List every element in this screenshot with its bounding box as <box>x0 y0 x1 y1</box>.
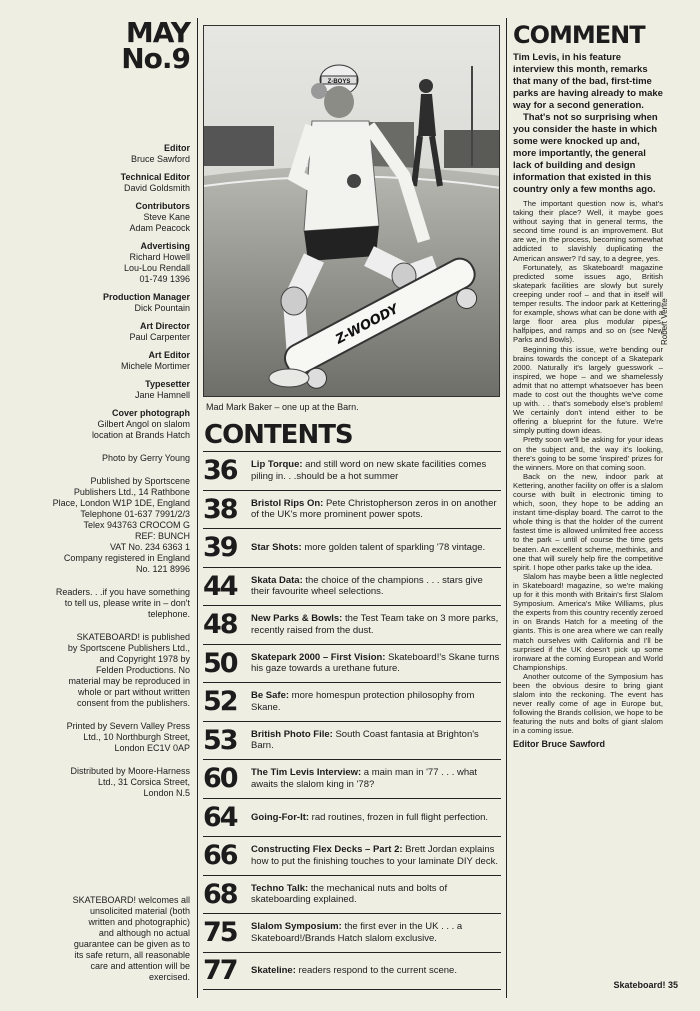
contents-page-number: 60 <box>203 763 237 795</box>
contents-item-text <box>251 652 501 675</box>
credit-role: Art Editor <box>148 350 190 360</box>
comment-body-paragraph: Pretty soon we'll be asking for your ideas on the subject and, the way it's looking, there's going to be some 'inspired' prizes for the winners. More on that coming soon. <box>513 435 663 472</box>
contents-item[interactable] <box>203 528 501 567</box>
skater-photo-illustration <box>204 26 500 397</box>
contents-page-number: 64 <box>203 801 237 833</box>
comment-column <box>513 22 663 749</box>
cover-photo <box>203 25 500 397</box>
contents-item-text <box>251 690 501 713</box>
contents-item-description: Skateboard!'s Skane turns his gaze towards a urethane future. <box>251 651 500 675</box>
comment-body-paragraph: Beginning this issue, we're bending our brains towards the concept of a Skatepark 2000. Naturally it's largely guesswork – inspired, we hope – and we shamelessly admit that no attempt whatsoever has been made to cost out the thoughts we've come up with. . . that's somebody else's problem! We certainly don't intend either to be offering a blueprint for the future. We're simply putting down ideas. <box>513 344 663 436</box>
credit-name: Richard Howell <box>129 252 190 262</box>
credit-entry <box>10 408 190 441</box>
comment-body-paragraph: Another outcome of the Symposium has been the obvious desire to bring giant slalom into the reckoning. The event has never really come of age in Europe but, following the Brands collision, we hope to be featuring the nuts and bolts of giant slalom in a coming issue. <box>513 671 663 736</box>
comment-body-paragraph: The important question now is, what's taking their place? Well, it maybe goes without saying that in general terms, the second time round is an improvement. But are we, in the process, becoming somewhat addicted to slavishly duplicating the American answer? I'd say, to a degree, yes. <box>513 199 663 263</box>
comment-heading: COMMENT <box>513 21 645 49</box>
contents-item-description: the choice of the champions . . . stars give their favourite wheel selections. <box>251 574 483 598</box>
credit-name: Lou-Lou Rendall <box>123 263 190 273</box>
contents-item-title: Going-For-It: <box>251 811 310 823</box>
contents-page-number: 75 <box>203 917 237 949</box>
copyright-note: SKATEBOARD! is published by Sportscene Publishers Ltd., and Copyright 1978 by Felden Productions. No material may be reproduced in whole or part without written consent from the publishers. <box>67 632 190 708</box>
contents-item-title: Skatepark 2000 – First Vision: <box>251 651 386 663</box>
column-divider <box>197 18 198 998</box>
comment-signoff: Editor Bruce Sawford <box>513 738 606 749</box>
contents-item-text <box>251 921 501 944</box>
issue-month: MAY <box>125 16 190 49</box>
helmet-logo: Z-BOYS <box>327 79 351 85</box>
comment-body-paragraph: Slalom has maybe been a little neglected in Skateboard! magazine, so we're making up for it this month with Britain's first Slalom Symposium. America's Mike Williams, plus the experts from this country recently zeroed in on Brands Hatch for a meeting of the giants. This is one area where we can really match ourselves with California and I'll be surprised if the UK doesn't pick up some ironware at the coming European and World Championships. <box>513 571 663 672</box>
contents-item-text <box>251 729 501 752</box>
contents-item-description: South Coast fantasia at Brighton's Barn. <box>251 728 479 752</box>
comment-body <box>513 199 663 736</box>
credit-name: David Goldsmith <box>123 183 190 193</box>
credit-role: Typesetter <box>145 379 190 389</box>
contents-page-number: 36 <box>203 455 237 487</box>
comment-lead <box>513 52 663 196</box>
contents-page-number: 48 <box>203 609 237 641</box>
contents-item-text <box>251 767 501 790</box>
footer-page-number: 35 <box>667 980 678 990</box>
column-divider <box>506 18 507 998</box>
credits-list <box>10 143 190 441</box>
credit-entry <box>10 379 190 401</box>
contents-item-description: Pete Christopherson zeros in on another of the UK's more prominent power spots. <box>251 497 497 521</box>
contents-item[interactable] <box>203 952 501 991</box>
photo-caption: Mad Mark Baker – one up at the Barn. <box>206 402 359 412</box>
contents-item-text <box>251 965 457 977</box>
contents-item-title: Constructing Flex Decks – Part 2: <box>251 844 403 856</box>
contents-item-title: Skata Data: <box>251 574 303 586</box>
contents-item-text <box>251 459 501 482</box>
photo-by: Photo by Gerry Young <box>101 453 190 463</box>
comment-lead-paragraph: Tim Levis, in his feature interview this month, remarks that many of the bad, first-time parks are having already to make way for a second generation. <box>513 52 663 111</box>
credit-role: Contributors <box>135 201 190 211</box>
contents-item-description: Brett Jordan explains how to put the finishing touches to your laminate DIY deck. <box>251 844 498 867</box>
credit-role: Technical Editor <box>120 172 190 182</box>
contents-page-number: 39 <box>203 532 237 564</box>
contents-item-description: and still word on new skate facilities comes piling in. . .should be a hot summer <box>251 459 487 482</box>
contents-item-description: more homespun protection philosophy from Skane. <box>251 690 475 713</box>
contents-page-number: 66 <box>203 840 237 872</box>
footer-magazine: Skateboard! <box>613 980 666 990</box>
contents-item-title: British Photo File: <box>251 728 333 740</box>
contents-page-number: 53 <box>203 724 237 756</box>
contents-item-description: more golden talent of sparkling '78 vintage. <box>301 542 486 553</box>
contents-item-text <box>251 844 501 867</box>
contents-item[interactable] <box>203 451 501 490</box>
credit-entry <box>10 172 190 194</box>
contents-item-text <box>251 812 488 824</box>
contents-item[interactable] <box>203 875 501 914</box>
credit-role: Editor <box>164 143 190 153</box>
contents-page-number: 77 <box>203 955 237 987</box>
credit-role: Advertising <box>140 241 190 251</box>
credit-name: Michele Mortimer <box>120 361 190 371</box>
printer-note: Printed by Severn Valley Press Ltd., 10 Northburgh Street, London EC1V 0AP <box>66 721 190 753</box>
credit-name: location at Brands Hatch <box>91 430 190 440</box>
contents-item-title: The Tim Levis Interview: <box>251 767 362 779</box>
contents-item[interactable] <box>203 490 501 529</box>
contents-item[interactable] <box>203 913 501 952</box>
contents-item-title: Bristol Rips On: <box>251 497 324 509</box>
contents-item-text <box>251 542 485 554</box>
readers-note: Readers. . .if you have something to tell us, please write in – don't telephone. <box>55 587 190 619</box>
contents-item-title: Be Safe: <box>251 690 290 702</box>
credit-name: 01-749 1396 <box>139 274 190 284</box>
contents-item-description: the Test Team take on 3 more parks, recently raised from the dust. <box>251 613 499 636</box>
contents-item[interactable] <box>203 567 501 606</box>
contents-item[interactable] <box>203 605 501 644</box>
contents-page-number: 68 <box>203 878 237 910</box>
credit-name: Bruce Sawford <box>130 154 190 164</box>
contents-item-title: Slalom Symposium: <box>251 921 342 933</box>
distributor-note: Distributed by Moore-Harness Ltd., 31 Corsica Street, London N.5 <box>70 766 190 798</box>
credit-name: Dick Pountain <box>134 303 190 313</box>
credit-entry <box>10 321 190 343</box>
contents-item-description: readers respond to the current scene. <box>295 965 457 976</box>
contents-item-text <box>251 498 501 521</box>
credit-name: Jane Hamnell <box>134 390 190 400</box>
photo-credit: Robert Vente <box>660 298 669 345</box>
contents-item[interactable] <box>203 644 501 683</box>
contents-item-title: Techno Talk: <box>251 882 309 894</box>
contents-item-title: New Parks & Bowls: <box>251 613 343 625</box>
page-footer <box>613 980 678 990</box>
contents-item-description: the first ever in the UK . . . a Skateboard!/Brands Hatch slalom exclusive. <box>251 921 463 944</box>
contents-item-description: a main man in '77 . . . what awaits the slalom king in '78? <box>251 767 478 790</box>
credit-entry <box>10 350 190 372</box>
contents-item-title: Lip Torque: <box>251 459 303 471</box>
credit-entry <box>10 143 190 165</box>
credit-role: Cover photograph <box>112 408 190 418</box>
credit-name: Paul Carpenter <box>129 332 190 342</box>
contents-item-text <box>251 613 501 636</box>
publisher-info: Published by Sportscene Publishers Ltd., 14 Rathbone Place, London W1P 1DE, England Telephone 01-637 7991/2/3 Telex 943763 CROCOM G REF: BUNCH VAT No. 234 6363 1 Company registered in England No. 121 8996 <box>52 476 190 574</box>
credit-entry <box>10 241 190 285</box>
comment-lead-paragraph: That's not so surprising when you consider the haste in which some were knocked up and, more importantly, the general lack of building and design information that existed in this country only a few months ago. <box>513 112 658 195</box>
comment-body-paragraph: Fortunately, as Skateboard! magazine predicted some issues ago, British skatepark facilities are slowly but surely creeping under roof – and that in itself will temper results. The indoor park at Kettering, for example, shows what can be done with a large floor area plus modular pipes, halfpipes, and ramps and so on (see New Parks and Bowls). <box>513 262 663 345</box>
masthead-column <box>10 16 190 983</box>
contents-heading: CONTENTS <box>204 420 353 450</box>
contents-item-title: Star Shots: <box>251 542 302 553</box>
issue-number: No.9 <box>121 42 190 75</box>
credit-role: Production Manager <box>102 292 190 302</box>
contents-page-number: 38 <box>203 493 237 525</box>
credit-name: Steve Kane <box>143 212 190 222</box>
contents-item[interactable] <box>203 682 501 721</box>
contents-item-description: the mechanical nuts and bolts of skateboarding explained. <box>251 882 448 906</box>
contents-item[interactable] <box>203 759 501 798</box>
contents-item-title: Skateline: <box>251 965 296 976</box>
contents-list <box>203 451 501 990</box>
contents-page-number: 52 <box>203 686 237 718</box>
contents-page-number: 44 <box>203 570 237 602</box>
credit-name: Gilbert Angol on slalom <box>97 419 190 429</box>
credit-name: Adam Peacock <box>129 223 190 233</box>
contents-item-text <box>251 883 501 906</box>
contents-item[interactable] <box>203 836 501 875</box>
contents-item[interactable] <box>203 798 501 837</box>
contents-item-text <box>251 575 501 598</box>
board-logo: Z-WOODY <box>333 301 402 348</box>
contents-page-number: 50 <box>203 647 237 679</box>
contents-item-description: rad routines, frozen in full flight perfection. <box>309 811 489 823</box>
submissions-note: SKATEBOARD! welcomes all unsolicited material (both written and photographic) and although no actual guarantee can be given as to its safe return, all reasonable care and attention will be exercised. <box>72 895 190 982</box>
credit-entry <box>10 292 190 314</box>
comment-body-paragraph: Back on the new, indoor park at Kettering, another facility on offer is a slalom course with built in electronic timing to which, soon, they hope to be adding an instant time-display board. The carrot to the whole thing is that the holder of the current fastest time is allowed unlimited free access to the park – until of course the time gets beaten. An excellent scheme, methinks, and one that will surely help fire the competitive spirit. I hope other parks take up the idea. <box>513 471 663 572</box>
credit-role: Art Director <box>139 321 190 331</box>
contents-item[interactable] <box>203 721 501 760</box>
credit-entry <box>10 201 190 234</box>
